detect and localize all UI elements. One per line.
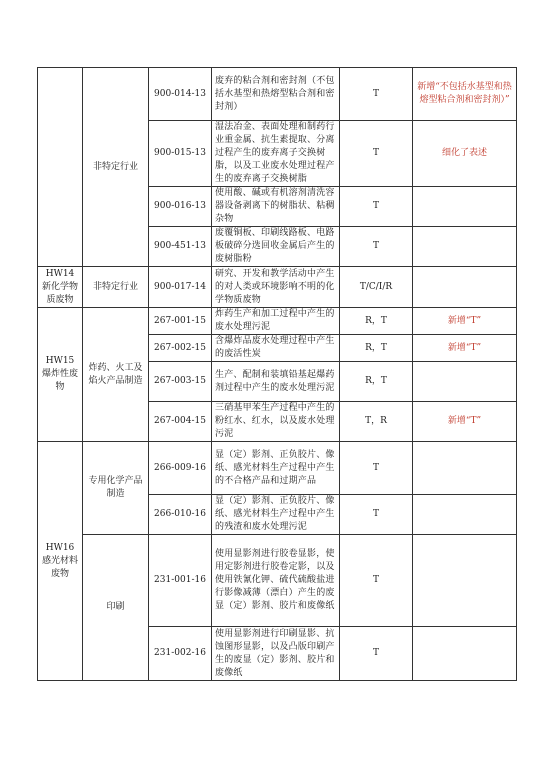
category-cell: [38, 267, 83, 308]
waste-code-cell: 231-001-16: [149, 535, 212, 627]
hazard-characteristic-cell: T: [340, 627, 413, 681]
table-row: [38, 68, 517, 121]
category-cell: [38, 442, 83, 681]
table-row: [38, 442, 517, 495]
table-row: [38, 308, 517, 335]
description-cell: 三硝基甲苯生产过程中产生的粉红水、红水，以及废水处理污泥: [212, 402, 340, 442]
industry-cell: 非特定行业: [83, 68, 149, 267]
category-label: HW16 感光材料 废物: [41, 542, 78, 579]
waste-code-cell: 900-016-13: [149, 187, 212, 227]
change-note-cell: [413, 227, 517, 267]
change-note-cell: [413, 267, 517, 308]
waste-code-cell: 267-001-15: [149, 308, 212, 335]
hazard-characteristic-cell: T: [340, 495, 413, 535]
hazard-characteristic-cell: T，R: [340, 402, 413, 442]
description-cell: 湿法冶金、表面处理和制药行业重金属、抗生素提取、分离过程产生的废弃离子交换树脂，以及工业废水处理过程产生的废弃离子交换树脂: [212, 121, 340, 187]
waste-code-cell: 267-004-15: [149, 402, 212, 442]
change-note-cell: [413, 187, 517, 227]
description-cell: 含爆炸品废水处理过程中产生的废活性炭: [212, 335, 340, 362]
waste-code-cell: 231-002-16: [149, 627, 212, 681]
description-cell: 生产、配制和装填铅基起爆药剂过程中产生的废水处理污泥: [212, 362, 340, 402]
waste-code-cell: 900-014-13: [149, 68, 212, 121]
change-note-cell: [413, 495, 517, 535]
industry-cell: 印刷: [83, 535, 149, 681]
change-note-cell: 细化了表述: [413, 121, 517, 187]
hazard-characteristic-cell: T: [340, 121, 413, 187]
hazardous-waste-table: [37, 67, 517, 681]
industry-cell: 炸药、火工及焰火产品制造: [83, 308, 149, 442]
category-label: HW15 爆炸性废 物: [41, 356, 78, 392]
waste-code-cell: 900-017-14: [149, 267, 212, 308]
waste-code-cell: 267-002-15: [149, 335, 212, 362]
description-cell: 研究、开发和教学活动中产生的对人类或环境影响不明的化学物质废物: [212, 267, 340, 308]
table-row: [38, 535, 517, 627]
hazard-characteristic-cell: T: [340, 187, 413, 227]
change-note-cell: [413, 442, 517, 495]
description-cell: 使用显影剂进行印刷显影、抗蚀图形显影，以及凸版印刷产生的废显（定）影剂、胶片和废像纸: [212, 627, 340, 681]
waste-code-cell: 900-015-13: [149, 121, 212, 187]
description-cell: 废覆铜板、印刷线路板、电路板破碎分选回收金属后产生的废树脂粉: [212, 227, 340, 267]
change-note-cell: 新增“T”: [413, 335, 517, 362]
hazard-characteristic-cell: R，T: [340, 308, 413, 335]
description-cell: 使用酸、碱或有机溶剂清洗容器设备剥离下的树脂状、粘稠杂物: [212, 187, 340, 227]
waste-code-cell: 266-009-16: [149, 442, 212, 495]
waste-code-cell: 267-003-15: [149, 362, 212, 402]
hazard-characteristic-cell: T: [340, 442, 413, 495]
description-cell: 显（定）影剂、正负胶片、像纸、感光材料生产过程中产生的残渣和废水处理污泥: [212, 495, 340, 535]
hazard-characteristic-cell: T: [340, 68, 413, 121]
description-cell: 废弃的粘合剂和密封剂（不包括水基型和热熔型粘合剂和密封剂）: [212, 68, 340, 121]
category-label: HW14 新化学物 质废物: [41, 268, 78, 305]
waste-code-cell: 266-010-16: [149, 495, 212, 535]
hazard-characteristic-cell: T: [340, 227, 413, 267]
hazard-characteristic-cell: R，T: [340, 362, 413, 402]
change-note-cell: [413, 535, 517, 627]
change-note-cell: 新增“T”: [413, 308, 517, 335]
description-cell: 显（定）影剂、正负胶片、像纸、感光材料生产过程中产生的不合格产品和过期产品: [212, 442, 340, 495]
change-note-cell: 新增“T”: [413, 402, 517, 442]
hazard-characteristic-cell: T: [340, 535, 413, 627]
industry-cell: 非特定行业: [83, 267, 149, 308]
industry-cell: 专用化学产品制造: [83, 442, 149, 535]
hazard-characteristic-cell: R，T: [340, 335, 413, 362]
description-cell: 使用显影剂进行胶卷显影，使用定影剂进行胶卷定影，以及使用铁氰化钾、硫代硫酸盐进行影像减薄（漂白）产生的废显（定）影剂、胶片和废像纸: [212, 535, 340, 627]
waste-code-cell: 900-451-13: [149, 227, 212, 267]
table-row: [38, 267, 517, 308]
description-cell: 炸药生产和加工过程中产生的废水处理污泥: [212, 308, 340, 335]
change-note-cell: 新增“不包括水基型和热熔型粘合剂和密封剂）”: [413, 68, 517, 121]
change-note-cell: [413, 362, 517, 402]
category-cell: [38, 308, 83, 442]
hazard-characteristic-cell: T/C/I/R: [340, 267, 413, 308]
category-cell: [38, 68, 83, 267]
change-note-cell: [413, 627, 517, 681]
